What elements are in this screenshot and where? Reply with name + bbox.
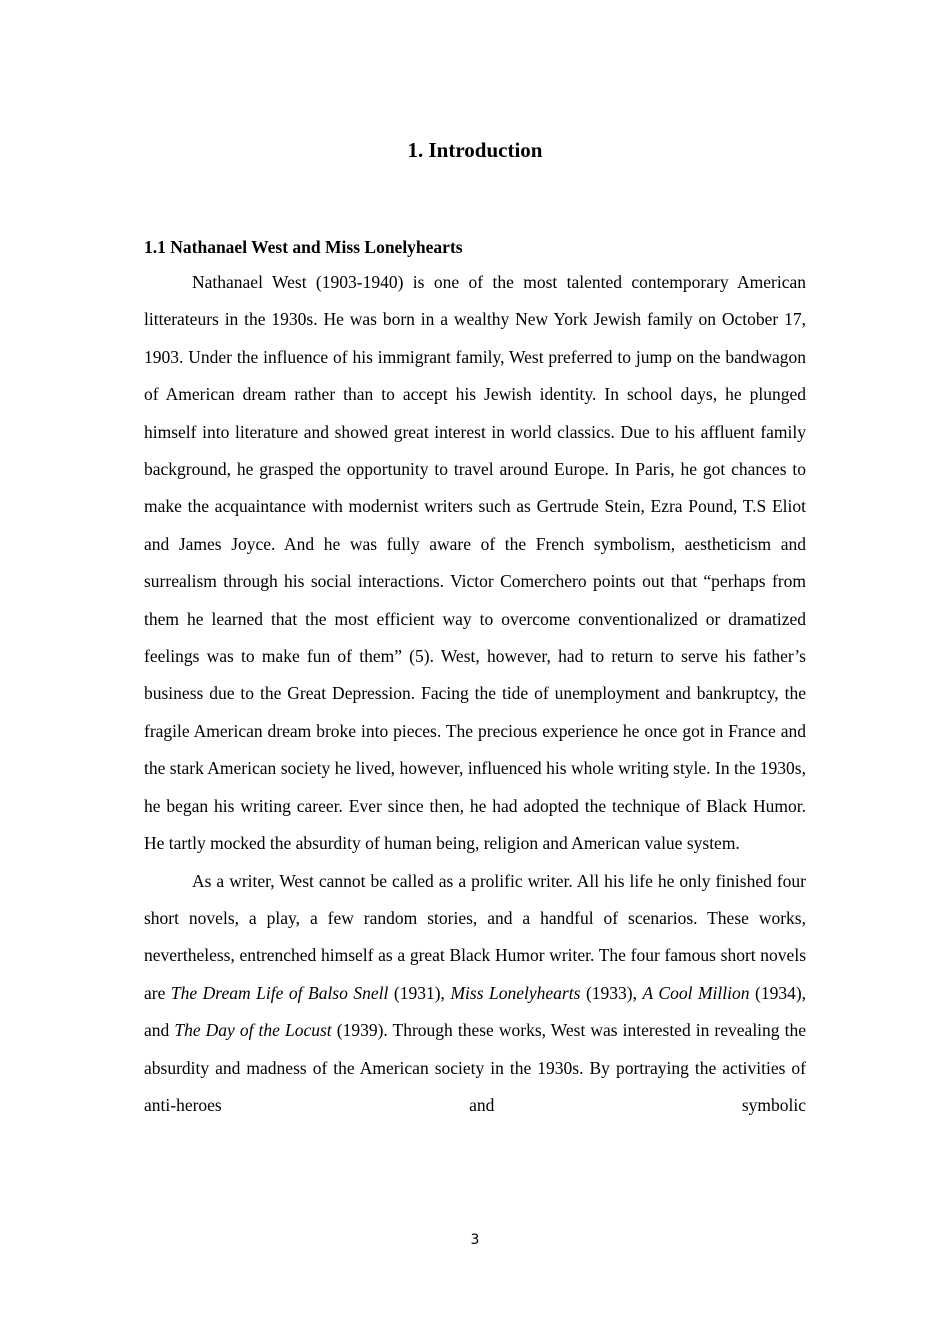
paragraph-2-text: (1934), and: [144, 982, 807, 1041]
body-text: [144, 264, 806, 1124]
section-title: 1.1 Nathanael West and Miss Lonelyhearts: [144, 237, 463, 257]
book-title-miss-lonelyhearts: Miss Lonelyhearts: [450, 982, 581, 1003]
paragraph-2-text: (1939). Through these works, West was interested in revealing the absurdity and madness of the American society in the 1930s. By portraying the activities of anti-heroes and symbolic: [144, 1020, 806, 1115]
book-title-day-of-the-locust: The Day of the Locust: [174, 1020, 332, 1041]
page-number: 3: [470, 1232, 480, 1248]
paragraph-2-text: (1933),: [580, 982, 643, 1003]
paragraph-2: [144, 863, 806, 1125]
paragraph-2-text: (1931),: [388, 982, 451, 1003]
paragraph-2-text: As a writer, West cannot be called as a prolific writer. All his life he only finished four short novels, a play, a few random stories, and a handful of scenarios. These works, nevertheless, entrenched himself as a great Black Humor writer. The four famous short novels are: [144, 870, 806, 1003]
book-title-a-cool-million: A Cool Million: [642, 982, 750, 1003]
book-title-balso-snell: The Dream Life of Balso Snell: [170, 982, 389, 1003]
chapter-title: 1. Introduction: [407, 138, 543, 162]
paragraph-1: Nathanael West (1903-1940) is one of the most talented contemporary American litterateurs in the 1930s. He was born in a wealthy New York Jewish family on October 17, 1903. Under the influence of his immigrant family, West preferred to jump on the bandwagon of American dream rather than to accept his Jewish identity. In school days, he plunged himself into literature and showed great interest in world classics. Due to his affluent family background, he grasped the opportunity to travel around Europe. In Paris, he got chances to make the acquaintance with modernist writers such as Gertrude Stein, Ezra Pound, T.S Eliot and James Joyce. And he was fully aware of the French symbolism, aestheticism and surrealism through his social interactions. Victor Comerchero points out that “perhaps from them he learned that the most efficient way to overcome conventionalized or dramatized feelings was to make fun of them” (5). West, however, had to return to serve his father’s business due to the Great Depression. Facing the tide of unemployment and bankruptcy, the fragile American dream broke into pieces. The precious experience he once got in France and the stark American society he lived, however, influenced his whole writing style. In the 1930s, he began his writing career. Ever since then, he had adopted the technique of Black Humor. He tartly mocked the absurdity of human being, religion and American value system.: [144, 272, 806, 854]
